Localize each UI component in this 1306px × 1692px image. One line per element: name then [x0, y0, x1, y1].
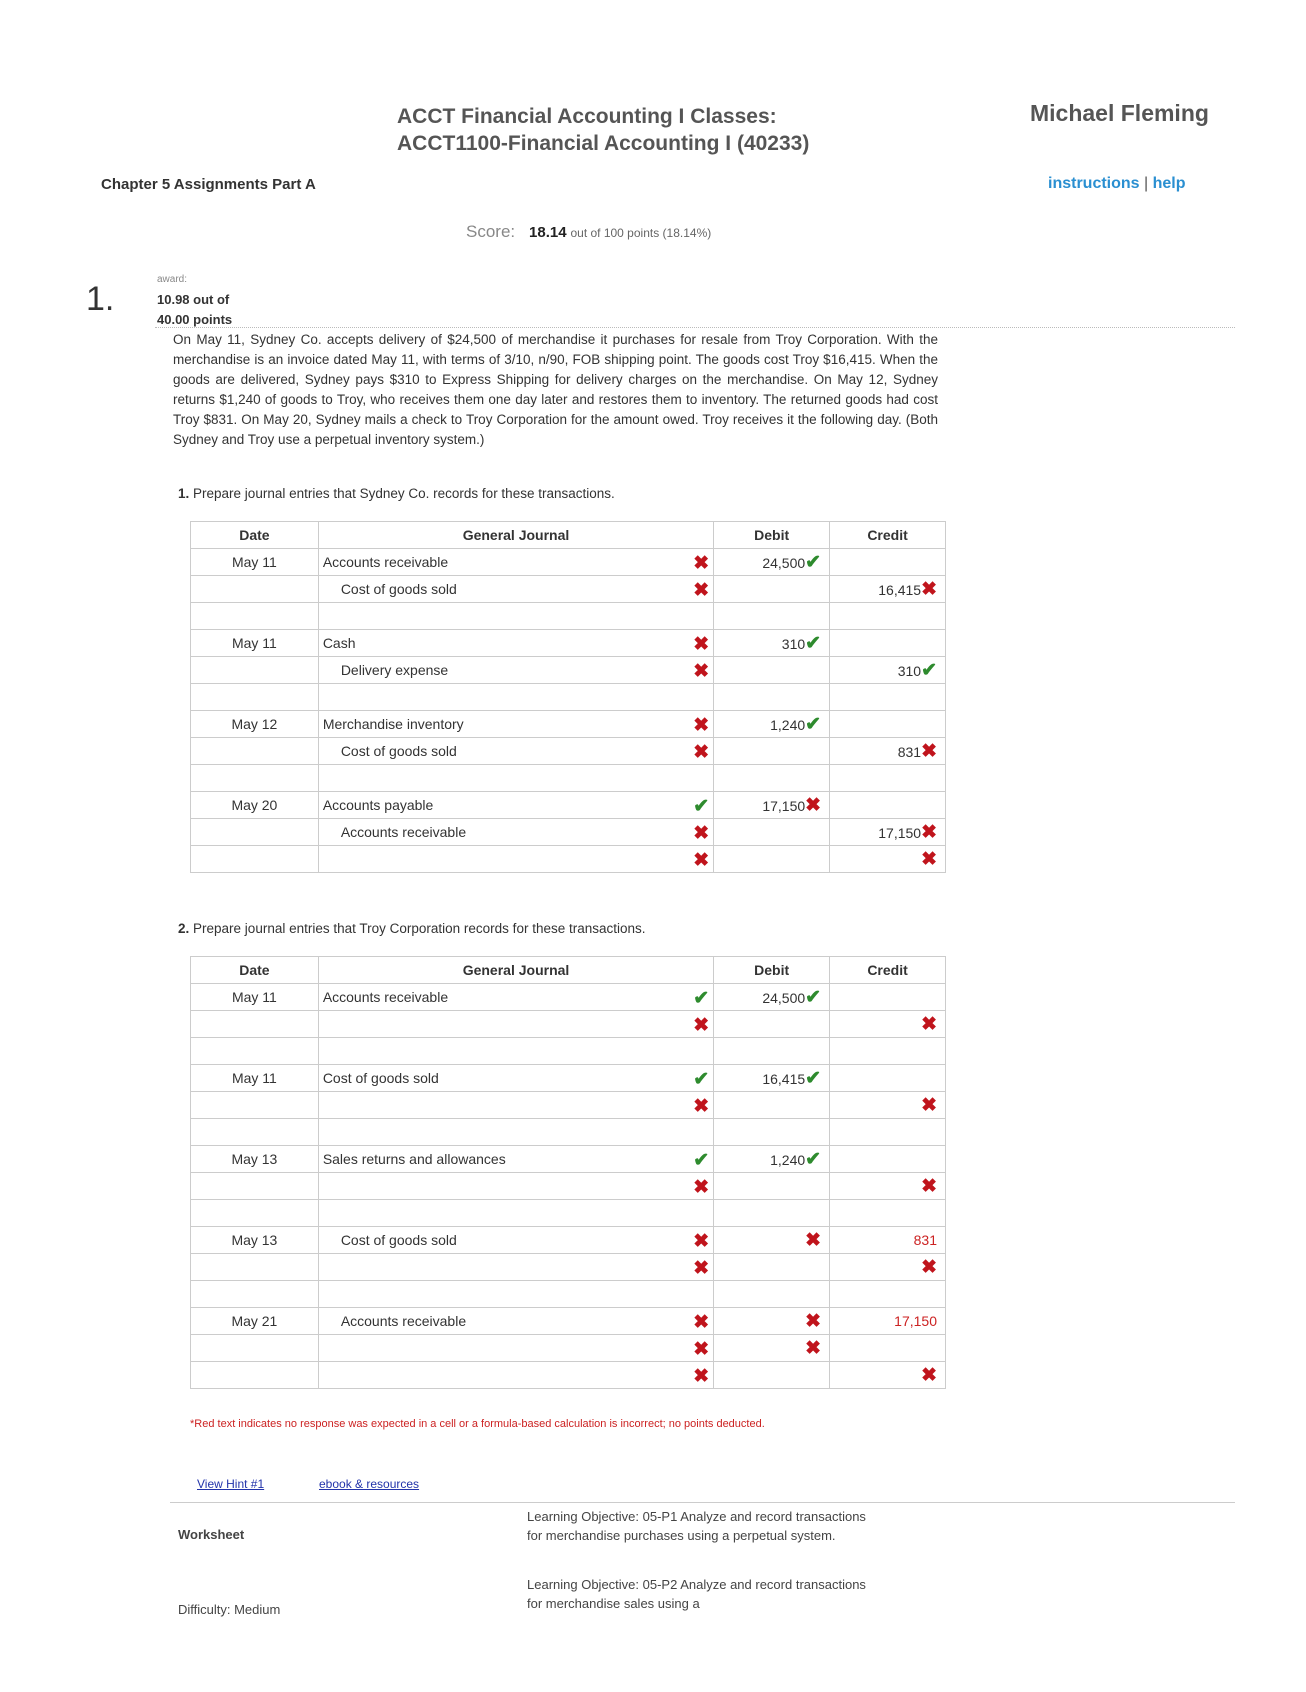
- date-cell[interactable]: May 11: [191, 984, 319, 1011]
- account-name: Merchandise inventory: [322, 716, 464, 732]
- credit-cell[interactable]: [830, 1200, 946, 1227]
- account-name: Accounts receivable: [340, 1313, 467, 1329]
- debit-cell[interactable]: [714, 984, 830, 1011]
- sydney-journal-table: [190, 521, 946, 873]
- debit-cell[interactable]: [714, 1173, 830, 1200]
- credit-cell[interactable]: [830, 684, 946, 711]
- date-cell[interactable]: [191, 738, 319, 765]
- x-mark-icon: ✖: [693, 1312, 710, 1333]
- date-header: Date: [191, 522, 319, 549]
- date-cell[interactable]: [191, 576, 319, 603]
- account-cell[interactable]: [318, 1308, 713, 1335]
- x-mark-icon: ✖: [921, 1256, 937, 1278]
- problem-text: On May 11, Sydney Co. accepts delivery of $24,500 of merchandise it purchases for resale from Troy Corporation. With the merchandise is an invoice dated May 11, with terms of 3/10, n/90, FOB shipping point. The goods cost Troy $16,415. When the goods are delivered, Sydney pays $310 to Express Shipping for delivery charges on the merchandise. On May 12, Sydney returns $1,240 of goods to Troy, who receives them one day later and restores them to inventory. The returned goods had cost Troy $831. On May 20, Sydney mails a check to Troy Corporation for the amount owed. Troy receives it the following day. (Both Sydney and Troy use a perpetual inventory system.): [173, 332, 938, 447]
- part2-text: Prepare journal entries that Troy Corporation records for these transactions.: [193, 921, 646, 936]
- account-cell[interactable]: [318, 1038, 713, 1065]
- journal-row: [191, 1173, 946, 1200]
- account-name: Cost of goods sold: [322, 1070, 439, 1086]
- account-name: Accounts receivable: [322, 989, 449, 1005]
- debit-cell[interactable]: [714, 1092, 830, 1119]
- account-cell[interactable]: [318, 1227, 713, 1254]
- date-header: Date: [191, 957, 319, 984]
- credit-cell[interactable]: [830, 1362, 946, 1389]
- check-icon: ✔: [805, 713, 822, 735]
- date-cell[interactable]: May 13: [191, 1146, 319, 1173]
- credit-cell[interactable]: [830, 819, 946, 846]
- part1-instruction: [178, 486, 615, 501]
- course-title-line2: ACCT1100-Financial Accounting I (40233): [397, 132, 810, 155]
- account-name: Accounts receivable: [322, 554, 449, 570]
- credit-cell[interactable]: [830, 765, 946, 792]
- credit-cell[interactable]: [830, 1146, 946, 1173]
- check-icon: ✔: [805, 632, 822, 654]
- credit-cell[interactable]: [830, 1335, 946, 1362]
- x-mark-icon: ✖: [693, 1231, 710, 1252]
- date-cell[interactable]: May 11: [191, 630, 319, 657]
- debit-amount: 1,240: [770, 1151, 806, 1168]
- account-cell[interactable]: [318, 984, 713, 1011]
- journal-row: [191, 1227, 946, 1254]
- question-number: 1.: [86, 280, 115, 318]
- x-mark-icon: ✖: [693, 634, 710, 655]
- date-cell[interactable]: [191, 765, 319, 792]
- account-name: Cash: [322, 635, 356, 651]
- x-mark-icon: ✖: [693, 553, 710, 574]
- credit-amount: 16,415: [878, 581, 922, 598]
- assignment-title: Chapter 5 Assignments Part A: [101, 176, 316, 193]
- account-cell[interactable]: [318, 1254, 713, 1281]
- debit-cell[interactable]: [714, 684, 830, 711]
- link-separator: |: [1144, 175, 1149, 192]
- journal-row: [191, 576, 946, 603]
- debit-cell[interactable]: [714, 1335, 830, 1362]
- debit-cell[interactable]: [714, 1011, 830, 1038]
- date-cell[interactable]: [191, 1362, 319, 1389]
- debit-amount: 1,240: [770, 716, 806, 733]
- journal-row: [191, 819, 946, 846]
- part2-number: 2.: [178, 921, 190, 936]
- credit-amount: 17,150: [878, 824, 922, 841]
- debit-cell[interactable]: [714, 1119, 830, 1146]
- divider: [155, 327, 1235, 328]
- x-mark-icon: ✖: [693, 1258, 710, 1279]
- view-hint-link[interactable]: View Hint #1: [197, 1477, 265, 1491]
- debit-cell[interactable]: [714, 819, 830, 846]
- journal-row: [191, 1254, 946, 1281]
- date-cell[interactable]: [191, 684, 319, 711]
- account-cell[interactable]: [318, 711, 713, 738]
- credit-cell[interactable]: [830, 1092, 946, 1119]
- footer-divider: [170, 1502, 1235, 1503]
- instructions-link[interactable]: instructions: [1048, 175, 1140, 192]
- account-name: Cost of goods sold: [340, 743, 457, 759]
- x-mark-icon: ✖: [693, 823, 710, 844]
- debit-amount: 16,415: [762, 1070, 806, 1087]
- journal-row: [191, 1146, 946, 1173]
- debit-cell[interactable]: [714, 1281, 830, 1308]
- course-title: [397, 103, 809, 157]
- account-cell[interactable]: [318, 1200, 713, 1227]
- x-mark-icon: ✖: [693, 1015, 710, 1036]
- debit-cell[interactable]: [714, 1146, 830, 1173]
- credit-cell[interactable]: [830, 846, 946, 873]
- account-cell[interactable]: [318, 1092, 713, 1119]
- debit-cell[interactable]: [714, 792, 830, 819]
- journal-row: [191, 630, 946, 657]
- account-cell[interactable]: [318, 1146, 713, 1173]
- credit-header: Credit: [830, 957, 946, 984]
- account-name: Delivery expense: [340, 662, 449, 678]
- check-icon: ✔: [693, 796, 710, 817]
- account-cell[interactable]: [318, 684, 713, 711]
- ebook-resources-link[interactable]: ebook & resources: [319, 1477, 420, 1491]
- credit-cell[interactable]: [830, 630, 946, 657]
- account-cell[interactable]: [318, 1173, 713, 1200]
- date-cell[interactable]: May 11: [191, 549, 319, 576]
- journal-row: [191, 711, 946, 738]
- debit-cell[interactable]: [714, 576, 830, 603]
- credit-cell[interactable]: [830, 1227, 946, 1254]
- journal-row: [191, 1092, 946, 1119]
- x-mark-icon: ✖: [921, 1013, 937, 1035]
- date-cell[interactable]: [191, 1200, 319, 1227]
- credit-cell[interactable]: [830, 1119, 946, 1146]
- debit-cell[interactable]: [714, 711, 830, 738]
- date-cell[interactable]: May 20: [191, 792, 319, 819]
- date-cell[interactable]: [191, 1038, 319, 1065]
- date-cell[interactable]: [191, 1173, 319, 1200]
- table-header-row: [191, 522, 946, 549]
- date-cell[interactable]: [191, 1011, 319, 1038]
- date-cell[interactable]: [191, 819, 319, 846]
- account-cell[interactable]: [318, 1281, 713, 1308]
- x-mark-icon: ✖: [693, 580, 710, 601]
- account-cell[interactable]: [318, 738, 713, 765]
- credit-amount: 17,150: [894, 1313, 937, 1329]
- header-links: [1048, 175, 1186, 193]
- credit-header: Credit: [830, 522, 946, 549]
- award-points: [157, 290, 232, 330]
- account-cell[interactable]: [318, 1065, 713, 1092]
- part1-number: 1.: [178, 486, 190, 501]
- journal-row: [191, 738, 946, 765]
- date-cell[interactable]: [191, 1092, 319, 1119]
- check-icon: ✔: [693, 1069, 710, 1090]
- check-icon: ✔: [921, 659, 937, 681]
- credit-cell[interactable]: [830, 792, 946, 819]
- troy-journal-table: [190, 956, 946, 1389]
- credit-cell[interactable]: [830, 738, 946, 765]
- journal-row: [191, 549, 946, 576]
- journal-row: [191, 1308, 946, 1335]
- date-cell[interactable]: [191, 1335, 319, 1362]
- x-mark-icon: ✖: [805, 1229, 822, 1251]
- journal-row: [191, 1200, 946, 1227]
- debit-cell[interactable]: [714, 657, 830, 684]
- debit-cell[interactable]: [714, 765, 830, 792]
- account-cell[interactable]: [318, 1362, 713, 1389]
- account-name: Cost of goods sold: [340, 1232, 457, 1248]
- x-mark-icon: ✖: [693, 1366, 710, 1387]
- date-cell[interactable]: May 12: [191, 711, 319, 738]
- worksheet-label: Worksheet: [178, 1527, 245, 1542]
- journal-header: General Journal: [318, 957, 713, 984]
- date-cell[interactable]: May 13: [191, 1227, 319, 1254]
- part2-instruction: [178, 921, 646, 936]
- user-name: Michael Fleming: [1030, 100, 1209, 126]
- red-text-note: *Red text indicates no response was expected in a cell or a formula-based calculation is incorrect; no points deducted.: [190, 1418, 765, 1430]
- x-mark-icon: ✖: [693, 850, 710, 871]
- credit-amount: 831: [913, 1232, 937, 1248]
- x-mark-icon: ✖: [693, 661, 710, 682]
- date-cell[interactable]: May 21: [191, 1308, 319, 1335]
- credit-cell[interactable]: [830, 1038, 946, 1065]
- score-label: Score:: [466, 222, 516, 241]
- x-mark-icon: ✖: [921, 821, 937, 843]
- credit-cell[interactable]: [830, 984, 946, 1011]
- x-mark-icon: ✖: [921, 740, 937, 762]
- debit-cell[interactable]: [714, 630, 830, 657]
- debit-amount: 17,150: [762, 797, 806, 814]
- debit-cell[interactable]: [714, 603, 830, 630]
- account-name: Cost of goods sold: [340, 581, 457, 597]
- credit-cell[interactable]: [830, 576, 946, 603]
- x-mark-icon: ✖: [693, 742, 710, 763]
- date-cell[interactable]: May 11: [191, 1065, 319, 1092]
- debit-cell[interactable]: [714, 738, 830, 765]
- x-mark-icon: ✖: [921, 578, 937, 600]
- journal-row: [191, 1119, 946, 1146]
- journal-row: [191, 1335, 946, 1362]
- credit-cell[interactable]: [830, 549, 946, 576]
- date-cell[interactable]: [191, 603, 319, 630]
- award-line1: 10.98 out of: [157, 292, 230, 307]
- debit-cell[interactable]: [714, 549, 830, 576]
- credit-amount: 831: [897, 743, 922, 760]
- table-header-row: [191, 957, 946, 984]
- account-cell[interactable]: [318, 603, 713, 630]
- credit-amount: 310: [897, 662, 922, 679]
- account-cell[interactable]: [318, 792, 713, 819]
- credit-cell[interactable]: [830, 1254, 946, 1281]
- x-mark-icon: ✖: [921, 1364, 937, 1386]
- journal-row: [191, 1362, 946, 1389]
- debit-cell[interactable]: [714, 1065, 830, 1092]
- x-mark-icon: ✖: [921, 1175, 937, 1197]
- debit-cell[interactable]: [714, 1308, 830, 1335]
- debit-amount: 24,500: [762, 554, 806, 571]
- learning-objective-2: Learning Objective: 05-P2 Analyze and record transactions for merchandise sales using a: [527, 1577, 866, 1611]
- journal-row: [191, 657, 946, 684]
- check-icon: ✔: [805, 1148, 822, 1170]
- x-mark-icon: ✖: [921, 1094, 937, 1116]
- account-cell[interactable]: [318, 1011, 713, 1038]
- credit-cell[interactable]: [830, 711, 946, 738]
- credit-cell[interactable]: [830, 1065, 946, 1092]
- journal-row: [191, 1281, 946, 1308]
- score-detail: out of 100 points (18.14%): [570, 226, 712, 240]
- account-cell[interactable]: [318, 846, 713, 873]
- debit-cell[interactable]: [714, 1254, 830, 1281]
- debit-amount: 310: [781, 635, 806, 652]
- score-value: 18.14: [529, 224, 567, 241]
- difficulty-label: Difficulty: Medium: [178, 1602, 281, 1617]
- part1-text: Prepare journal entries that Sydney Co. records for these transactions.: [193, 486, 615, 501]
- journal-header: General Journal: [318, 522, 713, 549]
- date-cell[interactable]: [191, 657, 319, 684]
- credit-cell[interactable]: [830, 657, 946, 684]
- account-name: Accounts receivable: [340, 824, 467, 840]
- date-cell[interactable]: [191, 1119, 319, 1146]
- x-mark-icon: ✖: [805, 794, 822, 816]
- account-cell[interactable]: [318, 819, 713, 846]
- debit-cell[interactable]: [714, 1038, 830, 1065]
- course-title-line1: ACCT Financial Accounting I Classes:: [397, 105, 777, 128]
- credit-cell[interactable]: [830, 1173, 946, 1200]
- x-mark-icon: ✖: [693, 1096, 710, 1117]
- account-cell[interactable]: [318, 630, 713, 657]
- journal-row: [191, 846, 946, 873]
- x-mark-icon: ✖: [921, 848, 937, 870]
- journal-row: [191, 984, 946, 1011]
- debit-cell[interactable]: [714, 1227, 830, 1254]
- account-cell[interactable]: [318, 1335, 713, 1362]
- debit-cell[interactable]: [714, 846, 830, 873]
- debit-cell[interactable]: [714, 1362, 830, 1389]
- credit-cell[interactable]: [830, 1308, 946, 1335]
- account-name: Accounts payable: [322, 797, 434, 813]
- credit-cell[interactable]: [830, 603, 946, 630]
- journal-row: [191, 1011, 946, 1038]
- account-cell[interactable]: [318, 1119, 713, 1146]
- journal-row: [191, 1038, 946, 1065]
- account-cell[interactable]: [318, 765, 713, 792]
- credit-cell[interactable]: [830, 1281, 946, 1308]
- date-cell[interactable]: [191, 846, 319, 873]
- journal-row: [191, 1065, 946, 1092]
- check-icon: ✔: [805, 986, 822, 1008]
- debit-header: Debit: [714, 522, 830, 549]
- journal-row: [191, 684, 946, 711]
- account-cell[interactable]: [318, 657, 713, 684]
- check-icon: ✔: [693, 988, 710, 1009]
- help-link[interactable]: help: [1152, 175, 1186, 192]
- check-icon: ✔: [693, 1150, 710, 1171]
- journal-row: [191, 765, 946, 792]
- account-name: Sales returns and allowances: [322, 1151, 506, 1167]
- credit-cell[interactable]: [830, 1011, 946, 1038]
- check-icon: ✔: [805, 1067, 822, 1089]
- debit-amount: 24,500: [762, 989, 806, 1006]
- score-line: [466, 222, 711, 242]
- x-mark-icon: ✖: [805, 1337, 822, 1359]
- x-mark-icon: ✖: [693, 715, 710, 736]
- date-cell[interactable]: [191, 1254, 319, 1281]
- debit-header: Debit: [714, 957, 830, 984]
- check-icon: ✔: [805, 551, 822, 573]
- learning-objective-1: Learning Objective: 05-P1 Analyze and record transactions for merchandise purchases using a perpetual system.: [527, 1509, 866, 1543]
- x-mark-icon: ✖: [693, 1177, 710, 1198]
- account-cell[interactable]: [318, 576, 713, 603]
- x-mark-icon: ✖: [805, 1310, 822, 1332]
- journal-row: [191, 603, 946, 630]
- date-cell[interactable]: [191, 1281, 319, 1308]
- x-mark-icon: ✖: [693, 1339, 710, 1360]
- debit-cell[interactable]: [714, 1200, 830, 1227]
- award-label: award:: [157, 274, 188, 285]
- journal-row: [191, 792, 946, 819]
- award-line2: 40.00 points: [157, 312, 233, 327]
- account-cell[interactable]: [318, 549, 713, 576]
